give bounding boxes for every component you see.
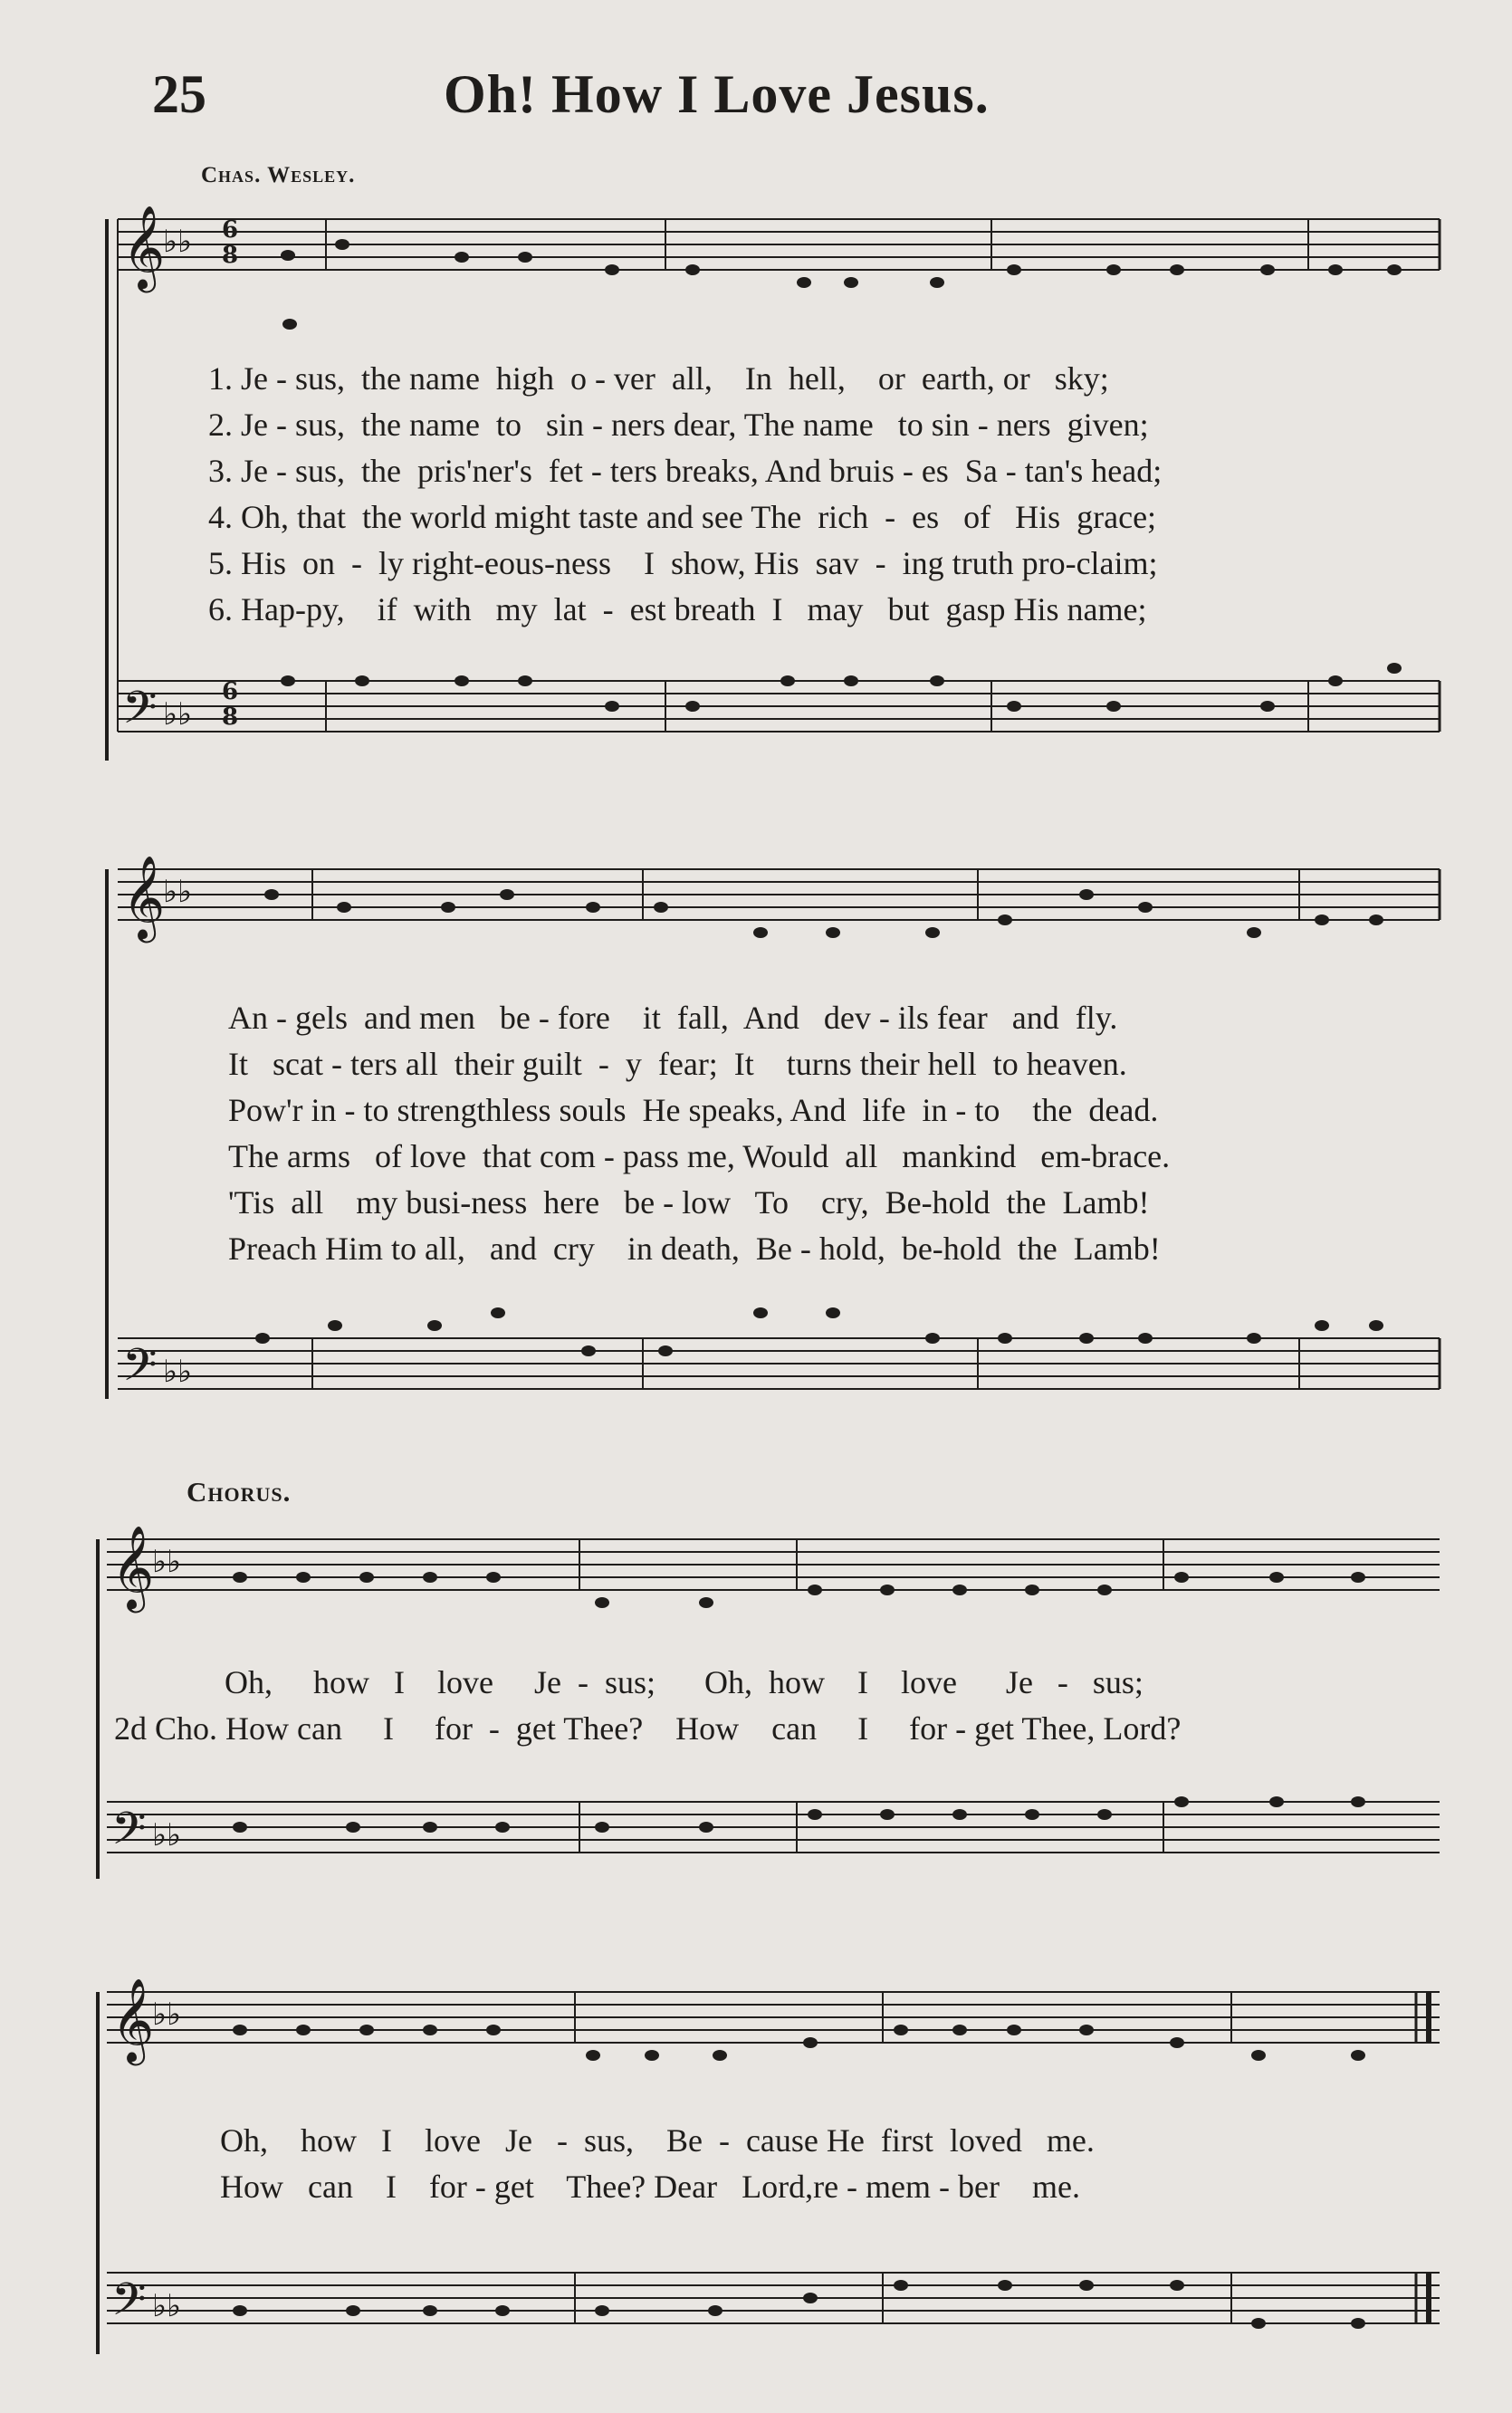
svg-text:𝄢: 𝄢 [122,682,158,745]
hymn-title: Oh! How I Love Jesus. [444,64,990,124]
chorus-line-1: Oh, how I love Je - sus; Oh, how I love Je - sus; [225,1664,1144,1700]
verse-5-line-b: 'Tis all my busi-ness here be - low To cry, Be-hold the Lamb! [228,1184,1150,1221]
verse-4-line-a: 4. Oh, that the world might taste and see The rich - es of His grace; [208,499,1157,535]
svg-text:♭♭: ♭♭ [152,1817,182,1853]
verse-2-line-a: 2. Je - sus, the name to sin - ners dear, The name to sin - ners given; [208,407,1149,443]
svg-text:♭♭: ♭♭ [152,2288,182,2324]
verse-1-line-b: An - gels and men be - fore it fall, And dev - ils fear and fly. [228,1000,1118,1036]
chorus-label: Chorus. [187,1476,292,1508]
svg-text:♭♭: ♭♭ [163,224,193,260]
svg-text:8: 8 [222,242,239,269]
staff-system-3 [98,1539,1440,1879]
page-number: 25 [152,64,206,124]
verse-3-line-a: 3. Je - sus, the pris'ner's fet - ters breaks, And bruis - es Sa - tan's head; [208,453,1163,489]
verse-6-line-a: 6. Hap-py, if with my lat - est breath I may but gasp His name; [208,591,1147,627]
chorus-line-1-alt: 2d Cho. How can I for - get Thee? How can I for - get Thee, Lord? [114,1710,1182,1747]
verse-6-line-b: Preach Him to all, and cry in death, Be - hold, be-hold the Lamb! [228,1230,1161,1267]
svg-text:𝄞: 𝄞 [111,1977,155,2062]
svg-text:𝄞: 𝄞 [122,855,166,939]
verse-2-line-b: It scat - ters all their guilt - y fear; It turns their hell to heaven. [228,1046,1127,1082]
staff-system-2 [107,869,1440,1399]
svg-text:𝄢: 𝄢 [111,2274,147,2337]
verse-5-line-a: 5. His on - ly right-eous-ness I show, His sav - ing truth pro-claim; [208,545,1158,581]
svg-text:6: 6 [222,216,239,244]
chorus-line-2: Oh, how I love Je - sus, Be - cause He first loved me. [220,2122,1095,2159]
svg-text:♭♭: ♭♭ [163,1354,193,1390]
svg-text:6: 6 [222,678,239,705]
verse-4-line-b: The arms of love that com - pass me, Would all mankind em-brace. [228,1138,1171,1174]
svg-text:𝄞: 𝄞 [111,1525,155,1609]
chorus-line-2-alt: How can I for - get Thee? Dear Lord,re - mem - ber me. [220,2169,1080,2205]
svg-text:♭♭: ♭♭ [152,1996,182,2033]
svg-text:𝄢: 𝄢 [111,1803,147,1866]
svg-text:♭♭: ♭♭ [163,696,193,733]
svg-text:♭♭: ♭♭ [152,1544,182,1580]
staff-system-1 [107,219,1440,761]
svg-text:𝄢: 𝄢 [122,1339,158,1403]
svg-text:8: 8 [222,704,239,731]
verse-3-line-b: Pow'r in - to strengthless souls He speaks, And life in - to the dead. [228,1092,1159,1128]
svg-text:𝄞: 𝄞 [122,205,166,289]
author-credit: Chas. Wesley. [201,163,356,187]
svg-text:♭♭: ♭♭ [163,874,193,910]
verse-1-line-a: 1. Je - sus, the name high o - ver all, In hell, or earth, or sky; [208,360,1109,397]
